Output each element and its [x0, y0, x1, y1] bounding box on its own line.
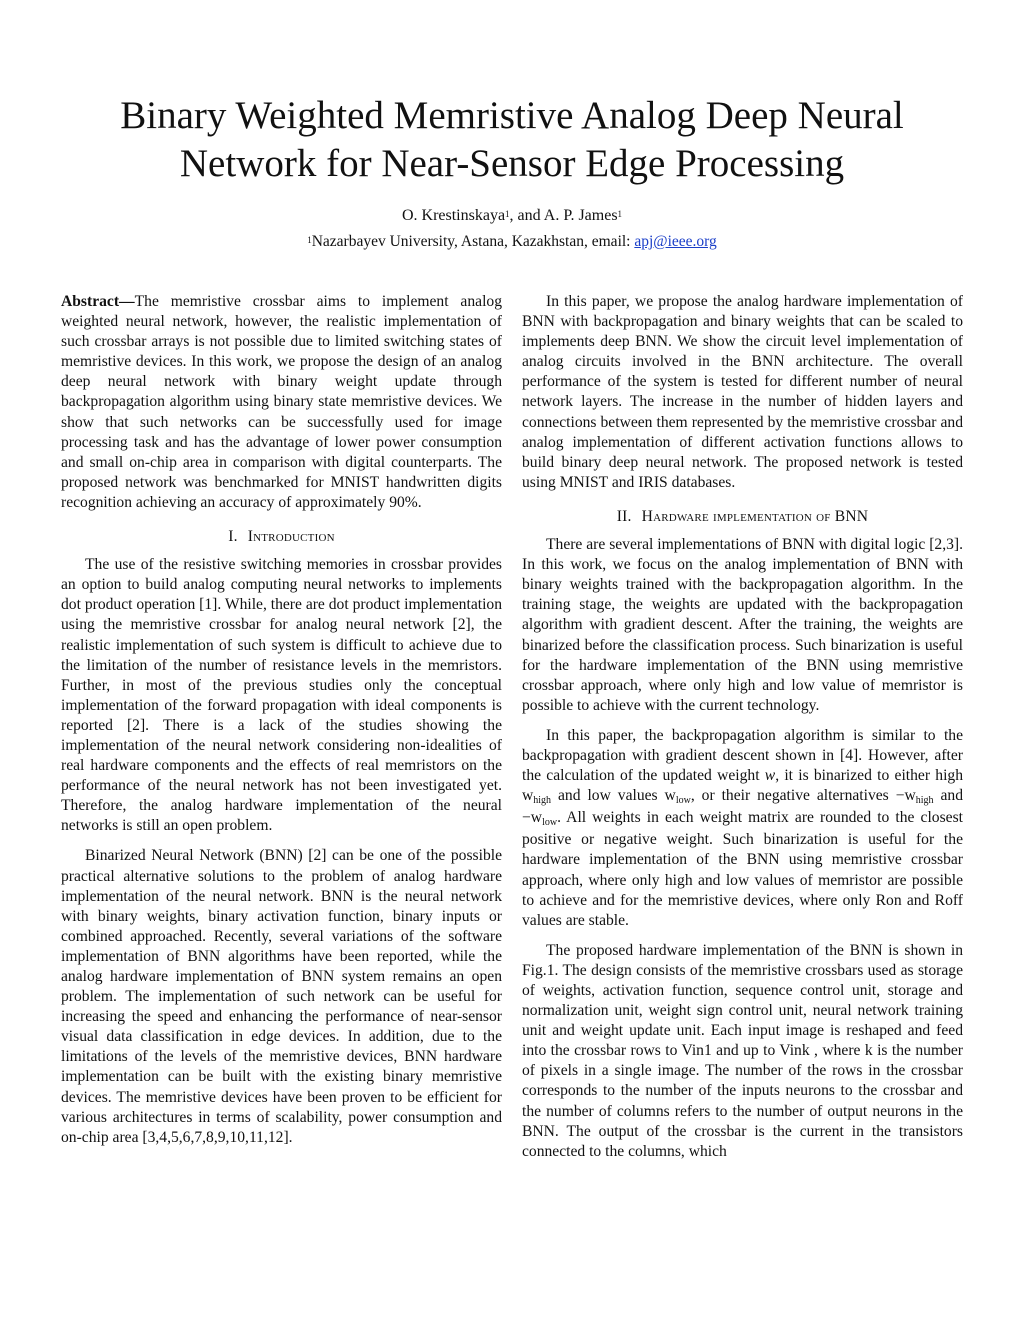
- author-separator: , and: [509, 207, 544, 224]
- affiliation-marker: 1: [505, 209, 510, 219]
- subscript: low: [542, 817, 558, 829]
- affiliation-line: [60, 232, 964, 252]
- text-run: In this paper, the backpropagation algorithm is similar to the backpropagation with gradient descent shown in [4]. However, after the calculation of the updated weight: [522, 726, 963, 785]
- paragraph: In this paper, we propose the analog hardware implementation of BNN with backpropagation and binary weights that can be scaled to implements deep BNN. We show the circuit level implementation of analog circuits involved in the BNN architecture. The overall performance of the system is tested for different number of neural network layers. The increase in the number of hidden layers and connections between them represented by the memristive crossbar and analog implementation of different activation functions allows to build binary deep neural network. The proposed network is tested using MNIST and IRIS databases.: [522, 293, 963, 491]
- affiliation-text: Nazarbayev University, Astana, Kazakhstan, email:: [311, 233, 635, 250]
- subscript: high: [915, 795, 934, 807]
- author-name: A. P. James: [543, 207, 618, 224]
- affiliation-marker: 1: [617, 209, 623, 219]
- paper-title: Binary Weighted Memristive Analog Deep Neural Network for Near-Sensor Edge Processing: [120, 94, 904, 185]
- math-symbol: w: [764, 767, 776, 785]
- section-title: Hardware implementation of BNN: [641, 507, 869, 525]
- paragraph: The use of the resistive switching memories in crossbar provides an option to build analog computing neural networks to implements dot product operation [1]. While, there are dot product implementation using the memristive crossbar for analog neural network [2], the realistic implementation of such system is difficult to achieve due to the limitation of the number of resistance levels in the memristors. Further, in most of the previous studies only the conceptual implementation of the forward propagation with ideal components is reported [2]. There is a lack of the studies showing the implementation of the neural network considering non-idealities of real hardware components and the effects of real memristors on the performance of the neural network has not been investigated yet. Therefore, the analog hardware implementation of the neural networks is still an open problem.: [61, 556, 502, 835]
- subscript: high: [533, 795, 552, 807]
- paragraph: There are several implementations of BNN with digital logic [2,3]. In this work, we focus on the analog implementation of BNN with binary weights trained with the backpropagation algorithm. In the training stage, the weights are updated with the backpropagation algorithm with gradient descent. After the training, the weights are binarized before the classification process. Such binarization is useful for the hardware implementation of the BNN using memristive crossbar approach, where only high and low value of memristor is possible to achieve with the current technology.: [522, 536, 964, 714]
- section-heading: [61, 527, 502, 547]
- section-number: II.: [616, 507, 632, 525]
- paragraph: The proposed hardware implementation of the BNN is shown in Fig.1. The design consists of the memristive crossbars used as storage of weights, activation function, sequence control unit, storage and normalization unit, weight sign control unit, neural network training unit and weight update unit. Each input image is reshaped and feed into the crossbar rows to Vin1 and up to Vink , where k is the number of pixels in a single image. The number of the rows in the crossbar corresponds to the number of the inputs neurons to the crossbar and the number of columns refers to the number of output neurons in the BNN. The output of the crossbar is the current in the transistors connected to the columns, which: [522, 941, 963, 1160]
- abstract: [61, 292, 502, 513]
- paragraph: Binarized Neural Network (BNN) [2] can be one of the possible practical alternative solutions to the problem of analog hardware implementation of the neural network. BNN is the neural network with binary weights, binary activation function, binary inputs or combined approached. Recently, several variations of the software implementation of BNN algorithms have been reported, while the analog hardware implementation of BNN system remains an open problem. The implementation of such network can be useful for increasing the speed and enhancing the performance of near-sensor visual data classification in edge devices. In addition, due to the limitations of the levels of the memristive devices, BNN hardware implementation can be built with the existing binary memristive devices. The memristive devices have been proven to be efficient for various architectures in terms of scalability, power consumption and on-chip area [3,4,5,6,7,8,9,10,11,12].: [61, 847, 502, 1146]
- section-title: Introduction: [247, 528, 335, 546]
- text-run: . All weights in each weight matrix are rounded to the closest positive or negative weight. Such binarization is useful for the hardware implementation of the BNN using memristive crossbar approach, where only high and low values of memristor are possible to achieve and for the memristive devices, where only Ron and Roff values are stable.: [522, 809, 963, 929]
- left-column: [61, 292, 502, 1158]
- affiliation-marker: 1: [307, 235, 312, 245]
- text-run: and −w: [522, 787, 963, 827]
- email-link[interactable]: apj@ieee.org: [634, 233, 717, 250]
- right-column: [522, 292, 963, 1172]
- text-run: and low values w: [551, 787, 676, 805]
- text-run: , it is binarized to either high w: [522, 767, 963, 805]
- subscript: low: [675, 795, 691, 807]
- author-name: O. Krestinskaya: [401, 207, 506, 224]
- abstract-label: Abstract—: [61, 293, 135, 310]
- section-number: I.: [228, 528, 238, 546]
- author-line: [60, 206, 964, 226]
- text-run: , or their negative alternatives −w: [690, 787, 916, 805]
- abstract-text: The memristive crossbar aims to implement analog weighted neural network, however, the realistic implementation of such crossbar arrays is not possible due to limited switching states of memristive devices. In this work, we propose the design of an analog deep neural network with binary weight update through backpropagation algorithm using binary state memristive devices. We show that such networks can be successfully used for image processing task and has the advantage of lower power consumption and small on-chip area in comparison with digital counterparts. The proposed network was benchmarked for MNIST handwritten digits recognition achieving an accuracy of approximately 90%.: [61, 293, 502, 511]
- section-heading: [522, 507, 963, 527]
- paragraph: [522, 726, 963, 931]
